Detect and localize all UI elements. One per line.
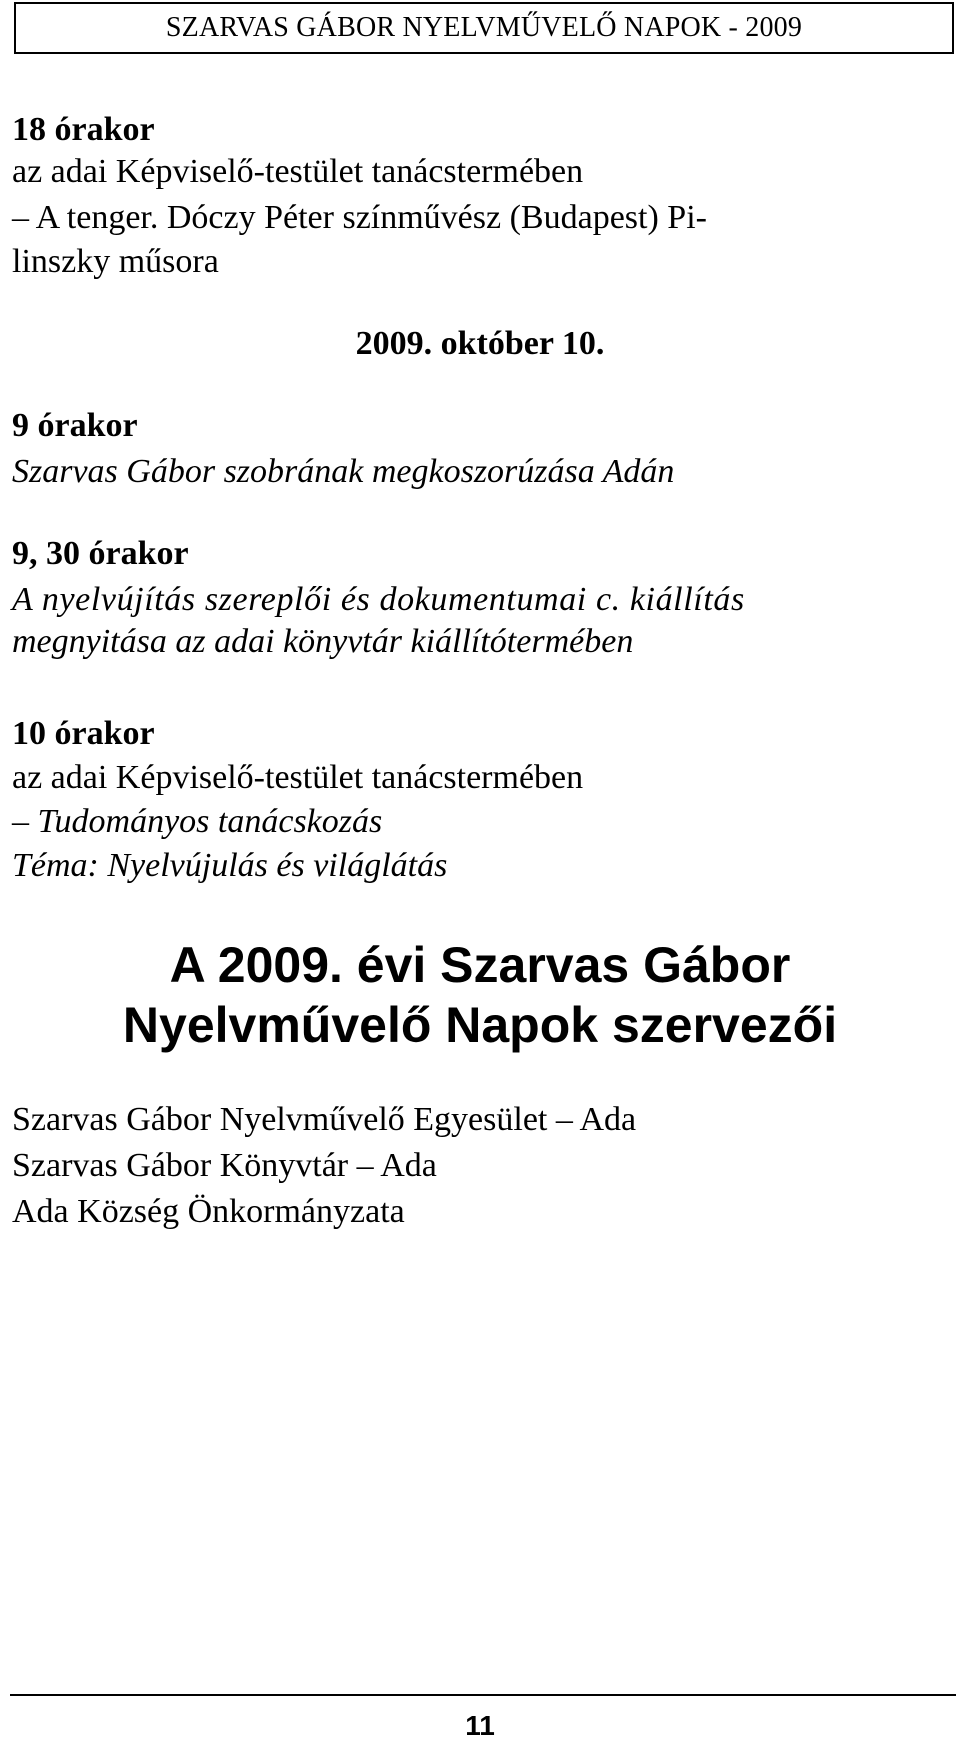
organizer-item: Szarvas Gábor Könyvtár – Ada	[12, 1147, 437, 1184]
event3-description-line2: megnyitása az adai könyvtár kiállítótermében	[12, 623, 634, 660]
header-title: SZARVAS GÁBOR NYELVMŰVELŐ NAPOK - 2009	[165, 12, 803, 43]
event1-time: 18 órakor	[12, 111, 155, 148]
organizers-title-line1: A 2009. évi Szarvas Gábor	[169, 937, 791, 993]
event2-time: 9 órakor	[12, 407, 138, 444]
event1-description-line2: linszky műsora	[12, 243, 219, 280]
page-number: 11	[465, 1710, 495, 1741]
organizer-item: Szarvas Gábor Nyelvművelő Egyesület – Ada	[12, 1101, 637, 1138]
event1-location: az adai Képviselő-testület tanácstermében	[12, 153, 584, 190]
event3-time: 9, 30 órakor	[12, 535, 189, 572]
footer-divider	[10, 1694, 956, 1696]
event4-time: 10 órakor	[12, 715, 155, 752]
running-header	[14, 2, 954, 54]
event4-description-line2: Téma: Nyelvújulás és világlátás	[12, 847, 448, 884]
event4-description-line1: – Tudományos tanácskozás	[12, 803, 383, 840]
event3-description-line1: A nyelvújítás szereplői és dokumentumai c. kiállítás	[12, 581, 745, 618]
day-heading: 2009. október 10.	[355, 325, 605, 362]
event1-description-line1: – A tenger. Dóczy Péter színművész (Budapest) Pi-	[12, 199, 707, 236]
event4-location: az adai Képviselő-testület tanácstermében	[12, 759, 584, 796]
organizers-title-line2: Nyelvművelő Napok szervezői	[122, 997, 838, 1053]
organizer-item: Ada Község Önkormányzata	[12, 1193, 405, 1230]
event2-description: Szarvas Gábor szobrának megkoszorúzása Adán	[12, 453, 675, 490]
